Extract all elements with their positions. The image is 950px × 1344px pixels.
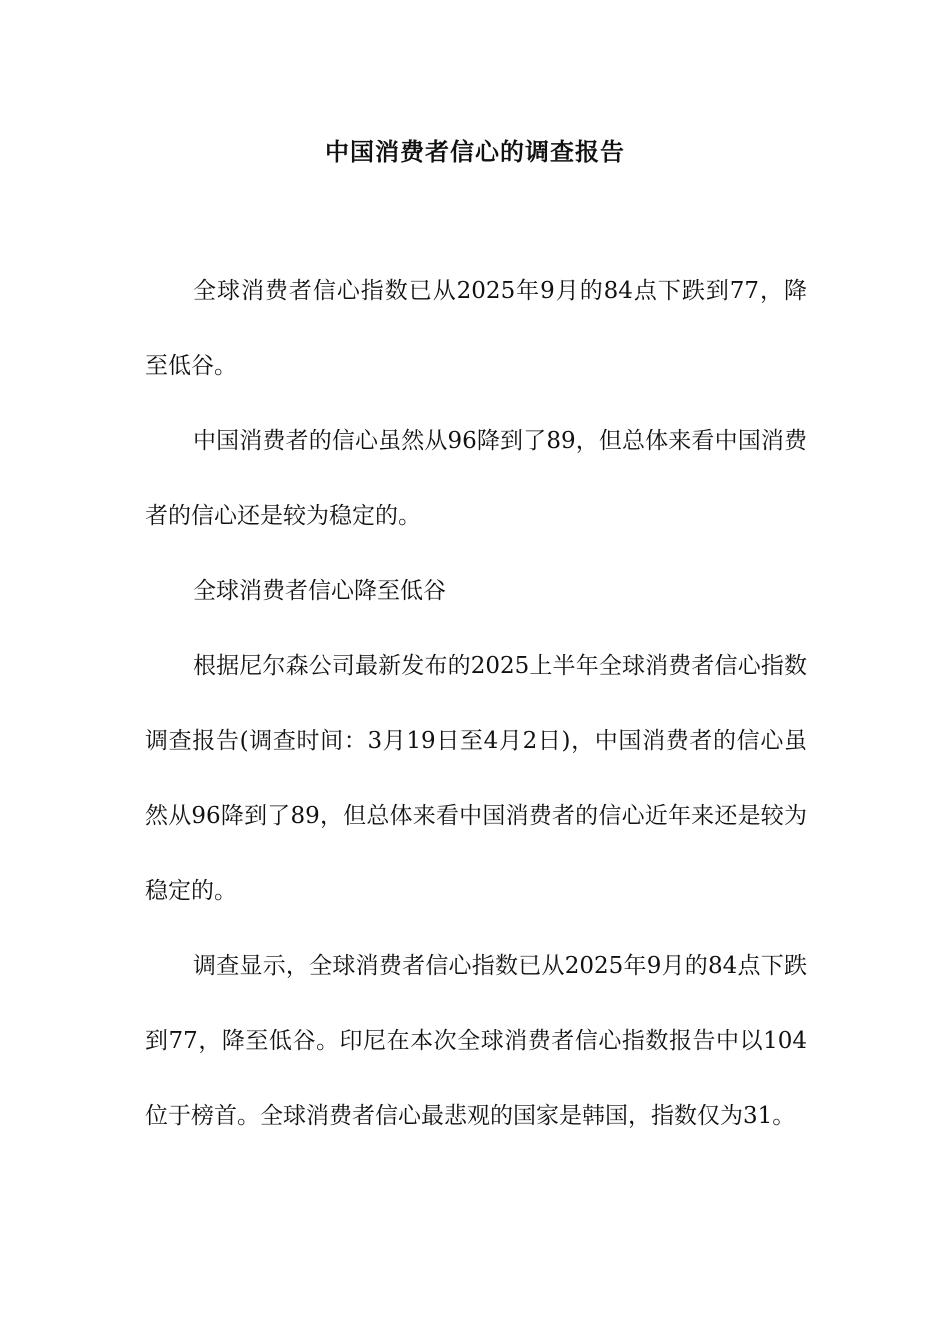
document-body [145,254,807,1154]
document-title: 中国消费者信心的调查报告 [325,137,625,166]
section-heading-global-low: 全球消费者信心降至低谷 [193,578,446,604]
paragraph-global-index-drop: 全球消费者信心指数已从2025年9月的84点下跌到77，降至低谷。 [145,278,807,379]
paragraph-survey-results: 调查显示，全球消费者信心指数已从2025年9月的84点下跌到77，降至低谷。印尼在本次全球消费者信心指数报告中以104位于榜首。全球消费者信心最悲观的国家是韩国，指数仅为31。 [145,953,807,1129]
paragraph-nielsen-report: 根据尼尔森公司最新发布的2025上半年全球消费者信心指数调查报告(调查时间：3月19日至4月2日)，中国消费者的信心虽然从96降到了89，但总体来看中国消费者的信心近年来还是较为稳定的。 [145,653,807,904]
paragraph-china-confidence: 中国消费者的信心虽然从96降到了89，但总体来看中国消费者的信心还是较为稳定的。 [145,428,807,529]
